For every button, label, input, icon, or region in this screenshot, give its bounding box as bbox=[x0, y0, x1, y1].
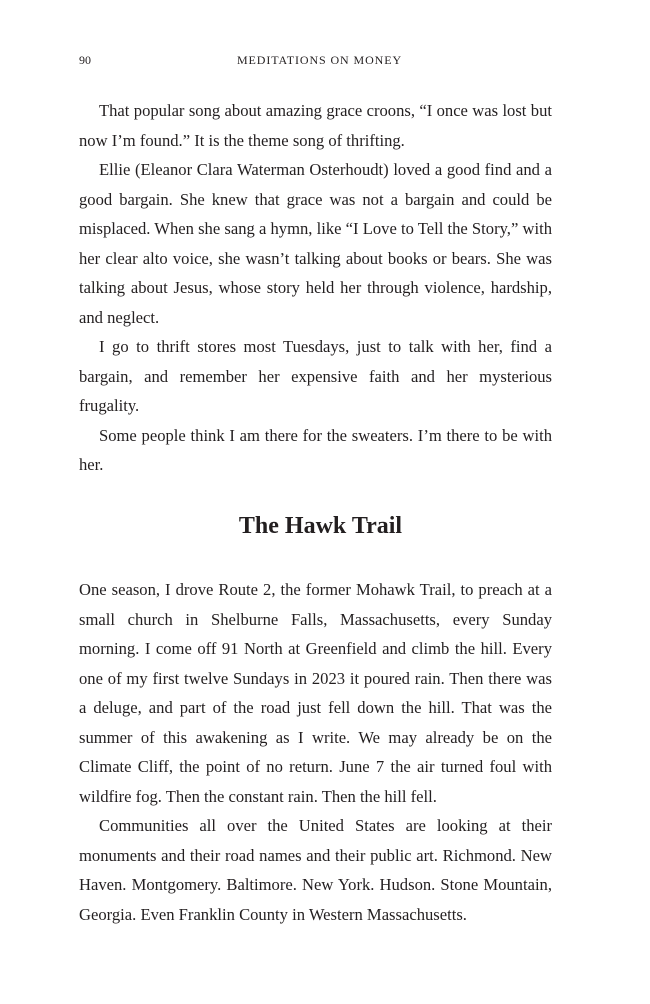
paragraph: I go to thrift stores most Tuesdays, just to talk with her, find a bargain, and remember her expensive faith and her mysterious frugality. bbox=[79, 337, 552, 415]
paragraph: Communities all over the United States are looking at their monuments and their road names and their public art. Richmond. New Haven. Montgomery. Baltimore. New York. Hudson. Stone Mountain, Georgia. Even Franklin County in Western Massachusetts. bbox=[79, 816, 552, 924]
section-heading: The Hawk Trail bbox=[238, 513, 403, 539]
running-head bbox=[79, 52, 552, 68]
paragraph: That popular song about amazing grace croons, “I once was lost but now I’m found.” It is the theme song of thrifting. bbox=[79, 101, 552, 150]
paragraph: Ellie (Eleanor Clara Waterman Osterhoudt) loved a good find and a good bargain. She knew that grace was not a bargain and could be misplaced. When she sang a hymn, like “I Love to Tell the Story,” with her clear alto voice, she wasn’t talking about books or bears. She was talking about Jesus, whose story held her through violence, hardship, and neglect. bbox=[79, 160, 552, 327]
paragraph: Some people think I am there for the sweaters. I’m there to be with her. bbox=[79, 425, 552, 474]
paragraph: One season, I drove Route 2, the former Mohawk Trail, to preach at a small church in Shelburne Falls, Massachusetts, every Sunday morning. I come off 91 North at Greenfield and climb the hill. Every one of my first twelve Sundays in 2023 it poured rain. Then there was a deluge, and part of the road just fell down the hill. That was the summer of this awakening as I write. We may already be on the Climate Cliff, the point of no return. June 7 the air turned foul with wildfire fog. Then the constant rain. Then the hill fell. bbox=[79, 580, 552, 806]
section-two-body bbox=[79, 575, 552, 929]
page-number: 90 bbox=[79, 53, 91, 67]
section-one-body bbox=[79, 96, 552, 480]
running-title: MEDITATIONS ON MONEY bbox=[236, 53, 403, 67]
